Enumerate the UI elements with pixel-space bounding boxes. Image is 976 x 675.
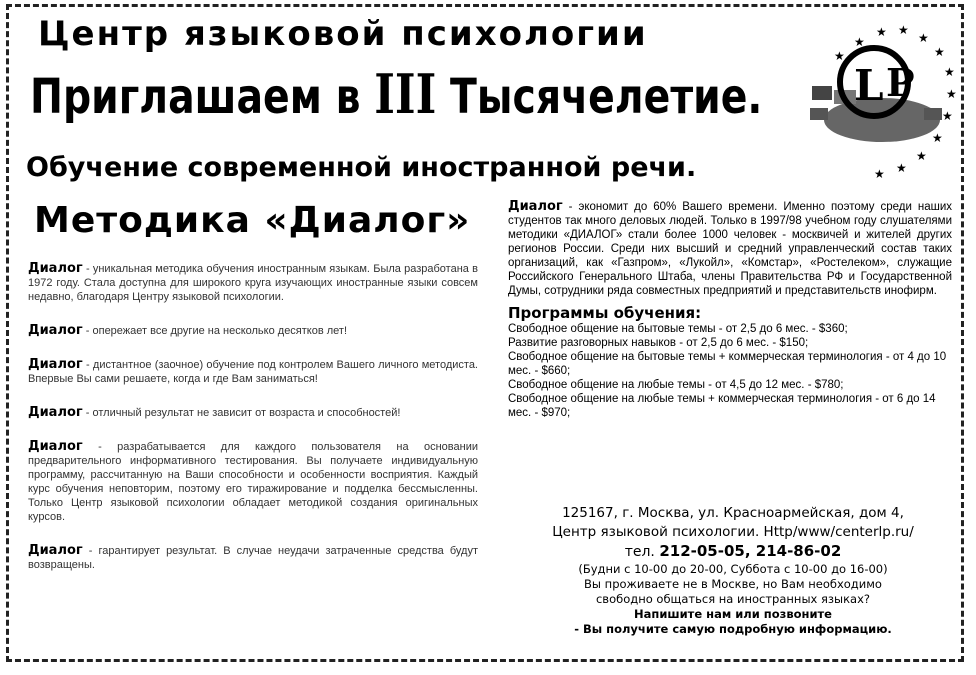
paragraph: Диалог - уникальная методика обучения иностранным языкам. Была разработана в 1972 году. Стала доступна для широкого круга изучающих иностранные языки совсем недавно, благодаря Центру языковой психологии. [28, 261, 478, 303]
svg-text:★: ★ [932, 131, 943, 145]
program-item: Свободное общение на бытовые темы - от 2,5 до 6 мес. - $360; [508, 323, 848, 335]
website-line: Центр языковой психологии. Http/www/centerlp.ru/ [552, 524, 914, 540]
paragraph: Диалог - опережает все другие на несколько десятков лет! [28, 323, 348, 338]
headline-before: Приглашаем в [30, 69, 361, 125]
svg-text:★: ★ [918, 31, 929, 45]
headline-roman: III [374, 62, 437, 126]
svg-text:L: L [854, 61, 884, 110]
paragraph: Диалог - дистантное (заочное) обучение под контролем Вашего личного методиста. Впервые Вы сами решаете, когда и где Вам заниматься! [28, 357, 478, 385]
address-line: 125167, г. Москва, ул. Красноармейская, дом 4, [562, 505, 904, 521]
phone-numbers: 212-05-05, 214-86-02 [659, 542, 842, 560]
svg-text:★: ★ [898, 23, 909, 37]
intro-paragraph: Диалог - экономит до 60% Вашего времени. Именно поэтому среди наших студентов так много деловых людей. Только в 1997/98 учебном году слушателями методики «ДИАЛОГ» стали более 1000 человек - москвичей и жителей других регионов России. Среди них высший и средний управленческий состав таких организаций, как «Газпром», «Лукойл», «Комстар», «Ростелеком», служащие Российского Генерального Штаба, члены Правительства РФ и Государственной Думы, сотрудники ряда совместных предприятий и представительств инофирм. [508, 199, 952, 297]
call-to-action-info: - Вы получите самую подробную информацию. [574, 622, 892, 636]
programs-title: Программы обучения: [508, 304, 702, 322]
regional-question: Вы проживаете не в Москве, но Вам необходимо свободно общаться на иностранных языках? [584, 577, 882, 606]
paragraph: Диалог - разрабатывается для каждого пользователя на основании предварительного информативного тестирования. Вы получаете индивидуальную программу, рассчитанную на Ваши способности и особенности восприятия. Каждый курс обучения неповторим, поэтому его тиражирование и подделка бессмысленны. Только Центр языковой психологии обладает методикой создания оригинальных курсов. [28, 439, 478, 523]
paragraph: Диалог - отличный результат не зависит от возраста и способностей! [28, 405, 401, 420]
method-title: Методика «Диалог» [34, 200, 471, 241]
svg-text:★: ★ [874, 167, 885, 181]
method-description [28, 262, 478, 592]
paragraph: Диалог - гарантирует результат. В случае неудачи затраченные средства будут возвращены. [28, 543, 478, 571]
program-item: Свободное общение на любые темы - от 4,5 до 12 мес. - $780; [508, 379, 844, 391]
call-to-action: Напишите нам или позвоните [634, 607, 832, 621]
program-item: Свободное общение на бытовые темы + коммерческая терминология - от 4 до 10 мес. - $660; [508, 351, 947, 377]
program-item: Свободное общение на любые темы + коммерческая терминология - от 6 до 14 мес. - $970; [508, 393, 936, 419]
logo-emblem-icon [804, 16, 958, 190]
svg-text:★: ★ [916, 149, 927, 163]
programs-list [508, 322, 952, 420]
headline [30, 62, 762, 126]
headline-after: Тысячелетие. [450, 69, 763, 125]
svg-text:★: ★ [854, 35, 865, 49]
svg-text:★: ★ [934, 45, 945, 59]
subheading: Обучение современной иностранной речи. [26, 152, 697, 183]
working-hours: (Будни с 10-00 до 20-00, Суббота с 10-00 до 16-00) [578, 562, 888, 576]
program-item: Развитие разговорных навыков - от 2,5 до 6 мес. - $150; [508, 337, 809, 349]
phone-line: тел. 212-05-05, 214-86-02 [624, 542, 842, 560]
center-name-header: Центр языковой психологии [38, 14, 648, 54]
svg-text:★: ★ [944, 65, 955, 79]
svg-text:★: ★ [946, 87, 957, 101]
svg-text:★: ★ [876, 25, 887, 39]
svg-text:P: P [886, 60, 915, 105]
svg-text:★: ★ [942, 109, 953, 123]
contacts-block [508, 504, 958, 637]
svg-text:★: ★ [834, 49, 845, 63]
svg-text:★: ★ [896, 161, 907, 175]
right-column [508, 200, 952, 420]
